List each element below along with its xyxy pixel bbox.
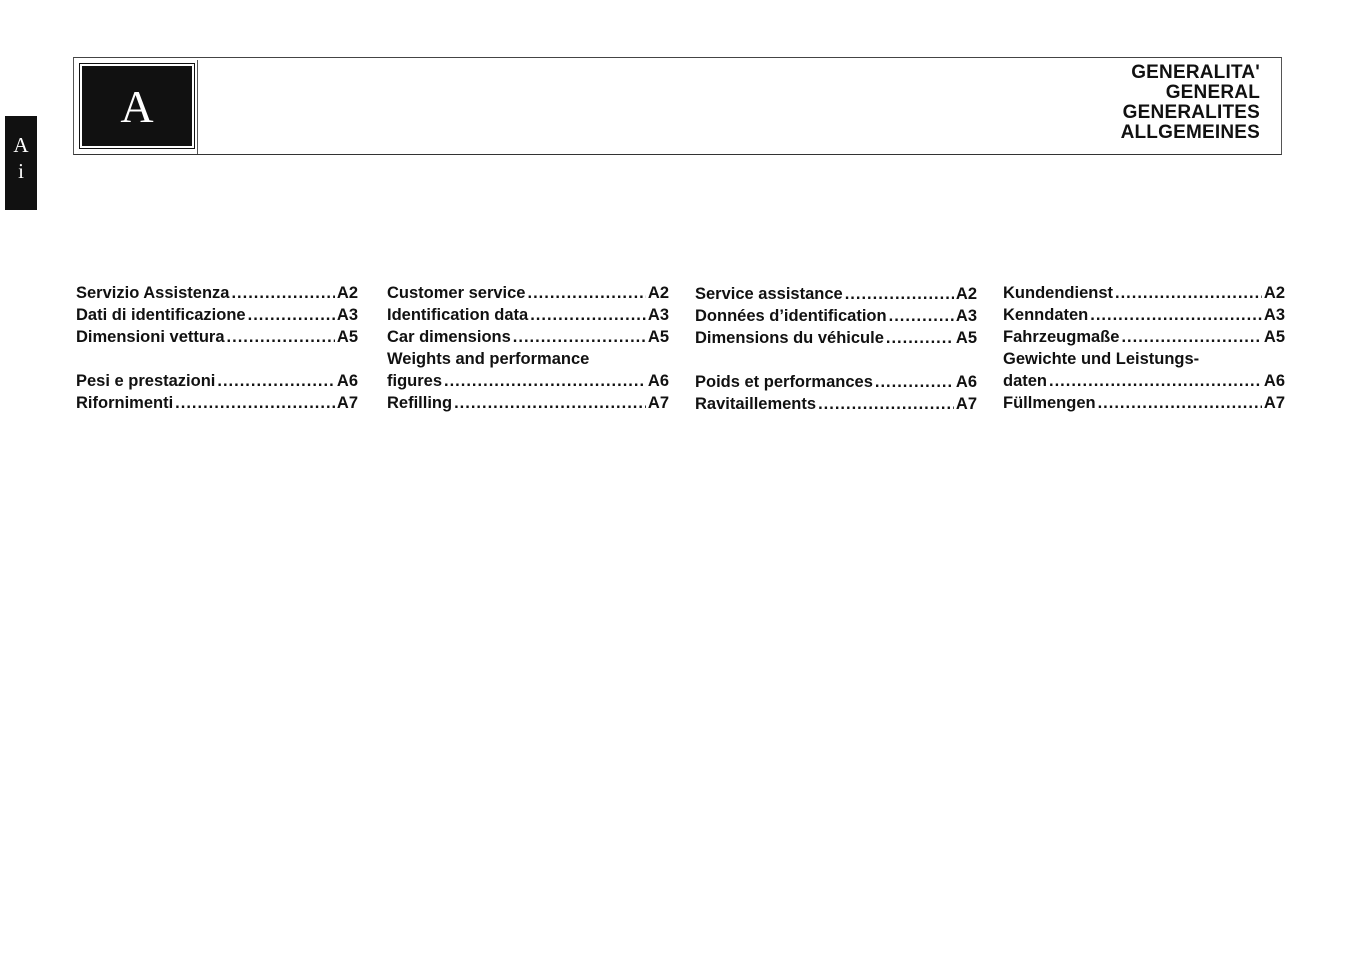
toc-entry[interactable]: [387, 282, 669, 304]
leader-dots: [1098, 392, 1262, 414]
toc-page: A6: [336, 372, 358, 390]
toc-label: Servizio Assistenza: [76, 284, 230, 302]
leader-dots: [886, 327, 954, 349]
toc-label: Service assistance: [695, 285, 843, 303]
leader-dots: [528, 282, 646, 304]
leader-dots: [444, 370, 646, 392]
toc-label: Fahrzeugmaße: [1003, 328, 1120, 346]
toc-entry[interactable]: [387, 392, 669, 414]
toc-page: A2: [955, 285, 977, 303]
leader-dots: [217, 370, 335, 392]
toc-page: A5: [1263, 328, 1285, 346]
toc-entry[interactable]: [76, 392, 358, 414]
section-letter-box: [80, 64, 194, 148]
toc-label: Refilling: [387, 394, 453, 412]
toc-label: figures: [387, 372, 443, 390]
toc-page: A6: [1263, 372, 1285, 390]
spacer: [695, 349, 977, 371]
leader-dots: [818, 393, 954, 415]
toc-page: A2: [1263, 284, 1285, 302]
toc-entry[interactable]: [76, 370, 358, 392]
toc-entry[interactable]: [1003, 370, 1285, 392]
toc-label: Pesi e prestazioni: [76, 372, 216, 390]
toc-label: Kenndaten: [1003, 306, 1089, 324]
toc-entry[interactable]: [76, 326, 358, 348]
title-german: ALLGEMEINES: [1120, 122, 1260, 143]
toc-label: Poids et performances: [695, 373, 873, 391]
section-letter: A: [120, 80, 154, 132]
leader-dots: [454, 392, 646, 414]
toc-column-english: [387, 282, 669, 414]
leader-dots: [227, 326, 335, 348]
toc-page: A5: [955, 329, 977, 347]
toc-entry[interactable]: [1003, 282, 1285, 304]
toc-label: Dimensions du véhicule: [695, 329, 884, 347]
side-section-tab: [5, 116, 37, 210]
toc-entry[interactable]: [387, 304, 669, 326]
toc-label: Identification data: [387, 306, 529, 324]
header-divider: [197, 60, 198, 154]
toc-entry-continuation: Weights and performance: [387, 350, 590, 368]
toc-entry[interactable]: [387, 370, 669, 392]
toc-page: A3: [336, 306, 358, 324]
toc-entry[interactable]: [695, 327, 977, 349]
toc-page: A3: [1263, 306, 1285, 324]
toc-entry[interactable]: [1003, 304, 1285, 326]
leader-dots: [1090, 304, 1262, 326]
toc-column-italian: [76, 282, 358, 414]
title-french: GENERALITES: [1122, 102, 1260, 123]
toc-entry[interactable]: [387, 326, 669, 348]
toc-page: A7: [647, 394, 669, 412]
toc-label: Ravitaillements: [695, 395, 817, 413]
leader-dots: [231, 282, 334, 304]
toc-label: Füllmengen: [1003, 394, 1096, 412]
toc-page: A7: [1263, 394, 1285, 412]
toc-page: A2: [647, 284, 669, 302]
toc-page: A5: [647, 328, 669, 346]
toc-label: Kundendienst: [1003, 284, 1113, 302]
toc-page: A6: [955, 373, 977, 391]
toc-label: Données d’identification: [695, 307, 887, 325]
toc-label: Customer service: [387, 284, 526, 302]
toc-page: A7: [336, 394, 358, 412]
toc-label: daten: [1003, 372, 1048, 390]
title-english: GENERAL: [1165, 82, 1260, 103]
leader-dots: [530, 304, 646, 326]
toc-entry-continuation: Gewichte und Leistungs-: [1003, 350, 1200, 368]
toc-entry[interactable]: [76, 282, 358, 304]
toc-label: Rifornimenti: [76, 394, 174, 412]
toc-entry[interactable]: [1003, 326, 1285, 348]
leader-dots: [1115, 282, 1262, 304]
toc-label: Dati di identificazione: [76, 306, 246, 324]
leader-dots: [248, 304, 335, 326]
toc-entry[interactable]: [76, 304, 358, 326]
toc-label: Dimensioni vettura: [76, 328, 225, 346]
leader-dots: [1121, 326, 1261, 348]
toc-page: A5: [336, 328, 358, 346]
leader-dots: [175, 392, 335, 414]
side-tab-sub: i: [18, 159, 24, 183]
leader-dots: [845, 283, 954, 305]
section-titles: [1121, 63, 1260, 143]
side-tab-letter: A: [13, 133, 29, 157]
toc-page: A3: [647, 306, 669, 324]
title-italian: GENERALITA': [1131, 62, 1260, 83]
toc-label: Car dimensions: [387, 328, 511, 346]
leader-dots: [513, 326, 646, 348]
toc-column-german: [1003, 282, 1285, 414]
toc-entry[interactable]: [695, 305, 977, 327]
toc-page: A6: [647, 372, 669, 390]
header-frame: [73, 57, 1282, 155]
toc-entry[interactable]: [695, 371, 977, 393]
spacer: [76, 348, 358, 370]
toc-entry[interactable]: [1003, 392, 1285, 414]
leader-dots: [875, 371, 954, 393]
toc-entry[interactable]: [695, 393, 977, 415]
leader-dots: [1049, 370, 1262, 392]
leader-dots: [889, 305, 954, 327]
toc-page: A2: [336, 284, 358, 302]
toc-column-french: [695, 283, 977, 415]
toc-page: A7: [955, 395, 977, 413]
toc-page: A3: [955, 307, 977, 325]
toc-entry[interactable]: [695, 283, 977, 305]
